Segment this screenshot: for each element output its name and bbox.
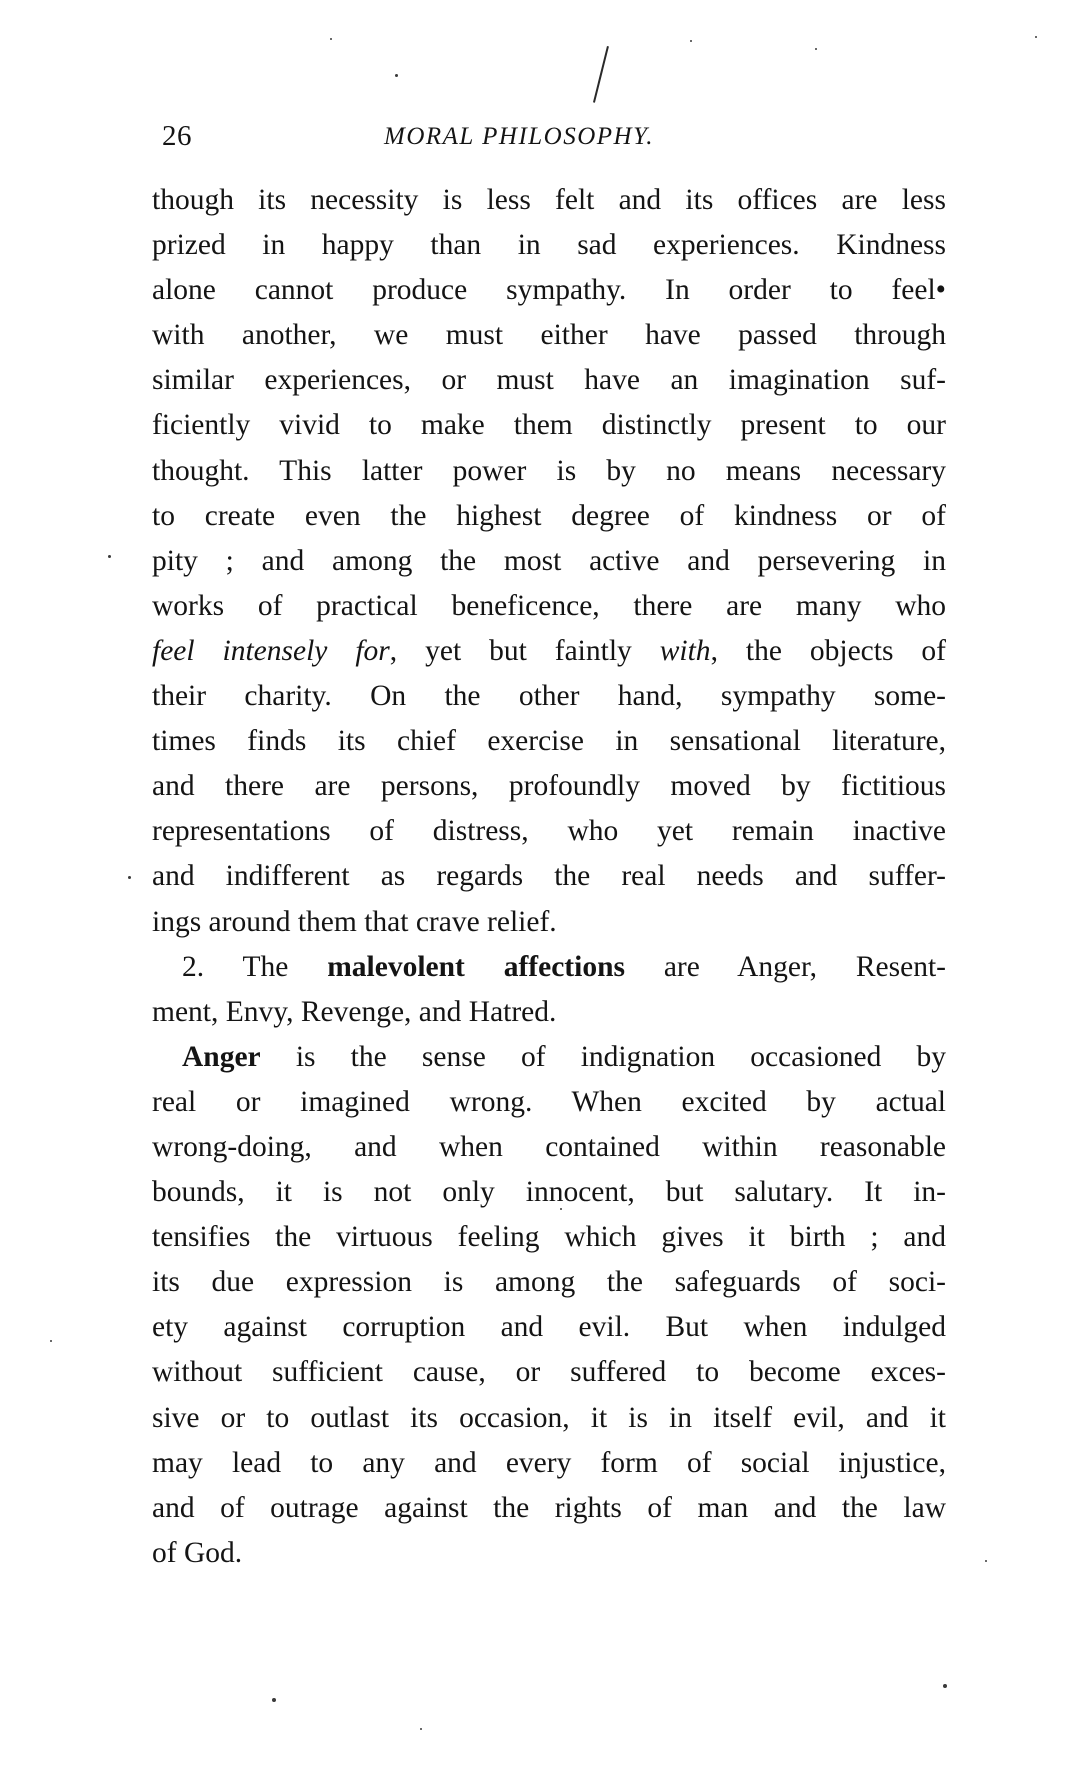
text-line: bounds, it is not only innocent, but salutary. It in- <box>152 1176 946 1209</box>
page-number: 26 <box>162 120 192 152</box>
text-line: times finds its chief exercise in sensational literature, <box>152 725 946 758</box>
text-line: may lead to any and every form of social injustice, <box>152 1446 946 1479</box>
text-line: ment, Envy, Revenge, and Hatred. <box>152 995 557 1028</box>
text-line <box>152 629 946 674</box>
italic-run: feel intensely for <box>152 634 390 667</box>
text-line <box>152 1035 946 1080</box>
bold-term: Anger <box>182 1040 261 1073</box>
scan-speck <box>108 555 111 558</box>
text-line: with another, we must either have passed through <box>152 319 946 352</box>
scan-speck <box>395 74 398 77</box>
text-run: 2. The <box>182 950 328 983</box>
text-line <box>152 945 946 990</box>
scan-speck <box>943 1684 947 1688</box>
text-line: and there are persons, profoundly moved by fictitious <box>152 770 946 803</box>
text-line: similar experiences, or must have an imagination suf- <box>152 364 946 397</box>
bold-term: malevolent affections <box>327 950 625 983</box>
pen-mark <box>593 46 609 103</box>
text-line: without sufficient cause, or suffered to become exces- <box>152 1356 946 1389</box>
scan-speck <box>1035 36 1037 38</box>
text-line: of God. <box>152 1536 243 1569</box>
text-line: representations of distress, who yet remain inactive <box>152 815 946 848</box>
scan-speck <box>690 40 692 42</box>
text-run: is the sense of indignation occasioned by <box>260 1040 946 1073</box>
text-line: ficiently vivid to make them distinctly present to our <box>152 409 946 442</box>
text-line: thought. This latter power is by no means necessary <box>152 454 946 487</box>
text-run: , the objects of <box>710 634 946 667</box>
scan-speck <box>420 1728 422 1730</box>
text-line: and indifferent as regards the real needs and suffer- <box>152 860 946 893</box>
text-line: tensifies the virtuous feeling which gives it birth ; and <box>152 1221 946 1254</box>
text-line: pity ; and among the most active and persevering in <box>152 544 946 577</box>
scan-speck <box>50 1340 52 1342</box>
text-line: ety against corruption and evil. But when indulged <box>152 1311 946 1344</box>
text-line: sive or to outlast its occasion, it is in itself evil, and it <box>152 1401 946 1434</box>
text-line: real or imagined wrong. When excited by actual <box>152 1085 946 1118</box>
scan-speck <box>985 1560 987 1562</box>
text-line: works of practical beneficence, there are many who <box>152 589 946 622</box>
text-line: though its necessity is less felt and its offices are less <box>152 184 946 216</box>
body-text <box>152 178 946 1576</box>
running-title: MORAL PHILOSOPHY. <box>384 123 654 150</box>
text-line: to create even the highest degree of kindness or of <box>152 499 946 532</box>
text-line: wrong-doing, and when contained within reasonable <box>152 1130 946 1163</box>
scan-speck <box>330 38 332 40</box>
text-line: ings around them that crave relief. <box>152 905 557 938</box>
text-line: its due expression is among the safeguards of soci- <box>152 1266 946 1299</box>
text-line: alone cannot produce sympathy. In order to feel• <box>152 274 946 307</box>
scan-speck <box>815 48 817 50</box>
scan-speck <box>272 1698 276 1702</box>
text-line: prized in happy than in sad experiences. Kindness <box>152 229 946 262</box>
text-run: , yet but faintly <box>389 634 660 667</box>
text-line: and of outrage against the rights of man and the law <box>152 1491 946 1524</box>
text-run: are Anger, Resent- <box>624 950 946 983</box>
page-header <box>162 120 948 164</box>
italic-run: with <box>659 634 711 667</box>
scan-speck <box>128 876 131 879</box>
text-line: their charity. On the other hand, sympathy some- <box>152 680 946 713</box>
